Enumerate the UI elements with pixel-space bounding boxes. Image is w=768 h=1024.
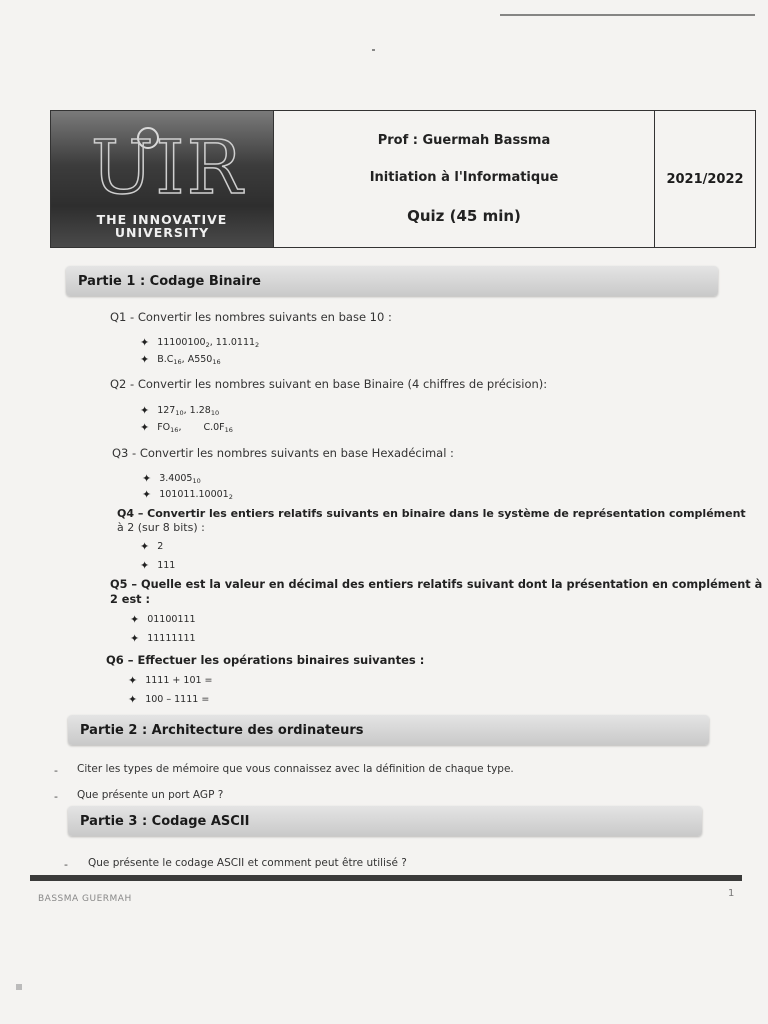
section-title-part1: Partie 1 : Codage Binaire (66, 266, 718, 296)
academic-year: 2021/2022 (666, 171, 744, 187)
question-q2: Q2 - Convertir les nombres suivant en base Binaire (4 chiffres de précision): (110, 377, 548, 391)
part3-item-ascii: Que présente le codage ASCII et comment peut être utilisé ? (88, 857, 407, 869)
bullet-icon: ✦ (130, 613, 140, 626)
bullet-icon: ✦ (128, 693, 138, 706)
section-title-part3: Partie 3 : Codage ASCII (68, 806, 702, 836)
bullet-icon: ✦ (140, 559, 150, 572)
list-item: ✦ $FO_{16}$, $C.0F_{16}$ (140, 421, 233, 434)
bullet-icon: ✦ (142, 488, 152, 501)
part2-item-memory: Citer les types de mémoire que vous connaissez avec la définition de chaque type. (77, 763, 514, 775)
professor-name: Prof : Guermah Bassma (377, 133, 551, 148)
question-q5-line2: 2 est : (110, 593, 151, 606)
list-item: ✦ 2 (140, 540, 164, 553)
list-item: ✦ $127_{10}$, $1.28_{10}$ (140, 404, 220, 417)
question-q3: Q3 - Convertir les nombres suivants en base Hexadécimal : (112, 446, 454, 460)
bullet-icon: ✦ (142, 472, 152, 485)
logo-mark: UIR (91, 125, 245, 211)
list-item: ✦ $101011.10001_2$ (142, 488, 233, 501)
bullet-icon: ✦ (140, 336, 150, 349)
question-q5-line1: Q5 – Quelle est la valeur en décimal des entiers relatifs suivant dont la présentation en complément à (110, 578, 763, 591)
question-q4-line1: Q4 – Convertir les entiers relatifs suivants en binaire dans le système de représentation complément (117, 507, 746, 520)
scan-dust-mark (372, 49, 375, 51)
question-q4-line2: à 2 (sur 8 bits) : (117, 521, 205, 534)
page-number: 1 (728, 888, 735, 899)
list-item: ✦ 111 (140, 559, 176, 572)
logo-tagline: THE INNOVATIVE UNIVERSITY (96, 212, 228, 240)
dash-bullet: - (54, 790, 58, 803)
list-item: ✦ $11100100_2$, $11.0111_2$ (140, 336, 260, 349)
list-item: ✦ 100 – 1111 = (128, 693, 210, 706)
bullet-icon: ✦ (140, 404, 150, 417)
quiz-title: Quiz (45 min) (407, 207, 521, 225)
bullet-icon: ✦ (130, 632, 140, 645)
title-cell (274, 111, 655, 247)
scan-corner-mark (16, 984, 22, 990)
list-item: ✦ $B.C_{16}$, $A550_{16}$ (140, 353, 221, 366)
bullet-icon: ✦ (140, 353, 150, 366)
question-q6: Q6 – Effectuer les opérations binaires suivantes : (106, 653, 425, 667)
bullet-icon: ✦ (140, 421, 150, 434)
list-item: ✦ $3.4005_{10}$ (142, 472, 201, 485)
course-title: Initiation à l'Informatique (369, 170, 559, 185)
section-title-part2: Partie 2 : Architecture des ordinateurs (68, 715, 709, 745)
list-item: ✦ 01100111 (130, 613, 196, 626)
dash-bullet: - (54, 764, 58, 777)
footer-rule (30, 875, 742, 881)
list-item: ✦ 11111111 (130, 632, 196, 645)
university-logo (51, 111, 274, 247)
part2-item-agp: Que présente un port AGP ? (77, 789, 224, 801)
footer-author: BASSMA GUERMAH (38, 894, 132, 904)
question-q1: Q1 - Convertir les nombres suivants en base 10 : (110, 310, 392, 324)
list-item: ✦ 1111 + 101 = (128, 674, 213, 687)
dash-bullet: - (64, 858, 68, 871)
scan-artifact-line (500, 14, 755, 16)
bullet-icon: ✦ (140, 540, 150, 553)
bullet-icon: ✦ (128, 674, 138, 687)
header-table (50, 110, 756, 248)
